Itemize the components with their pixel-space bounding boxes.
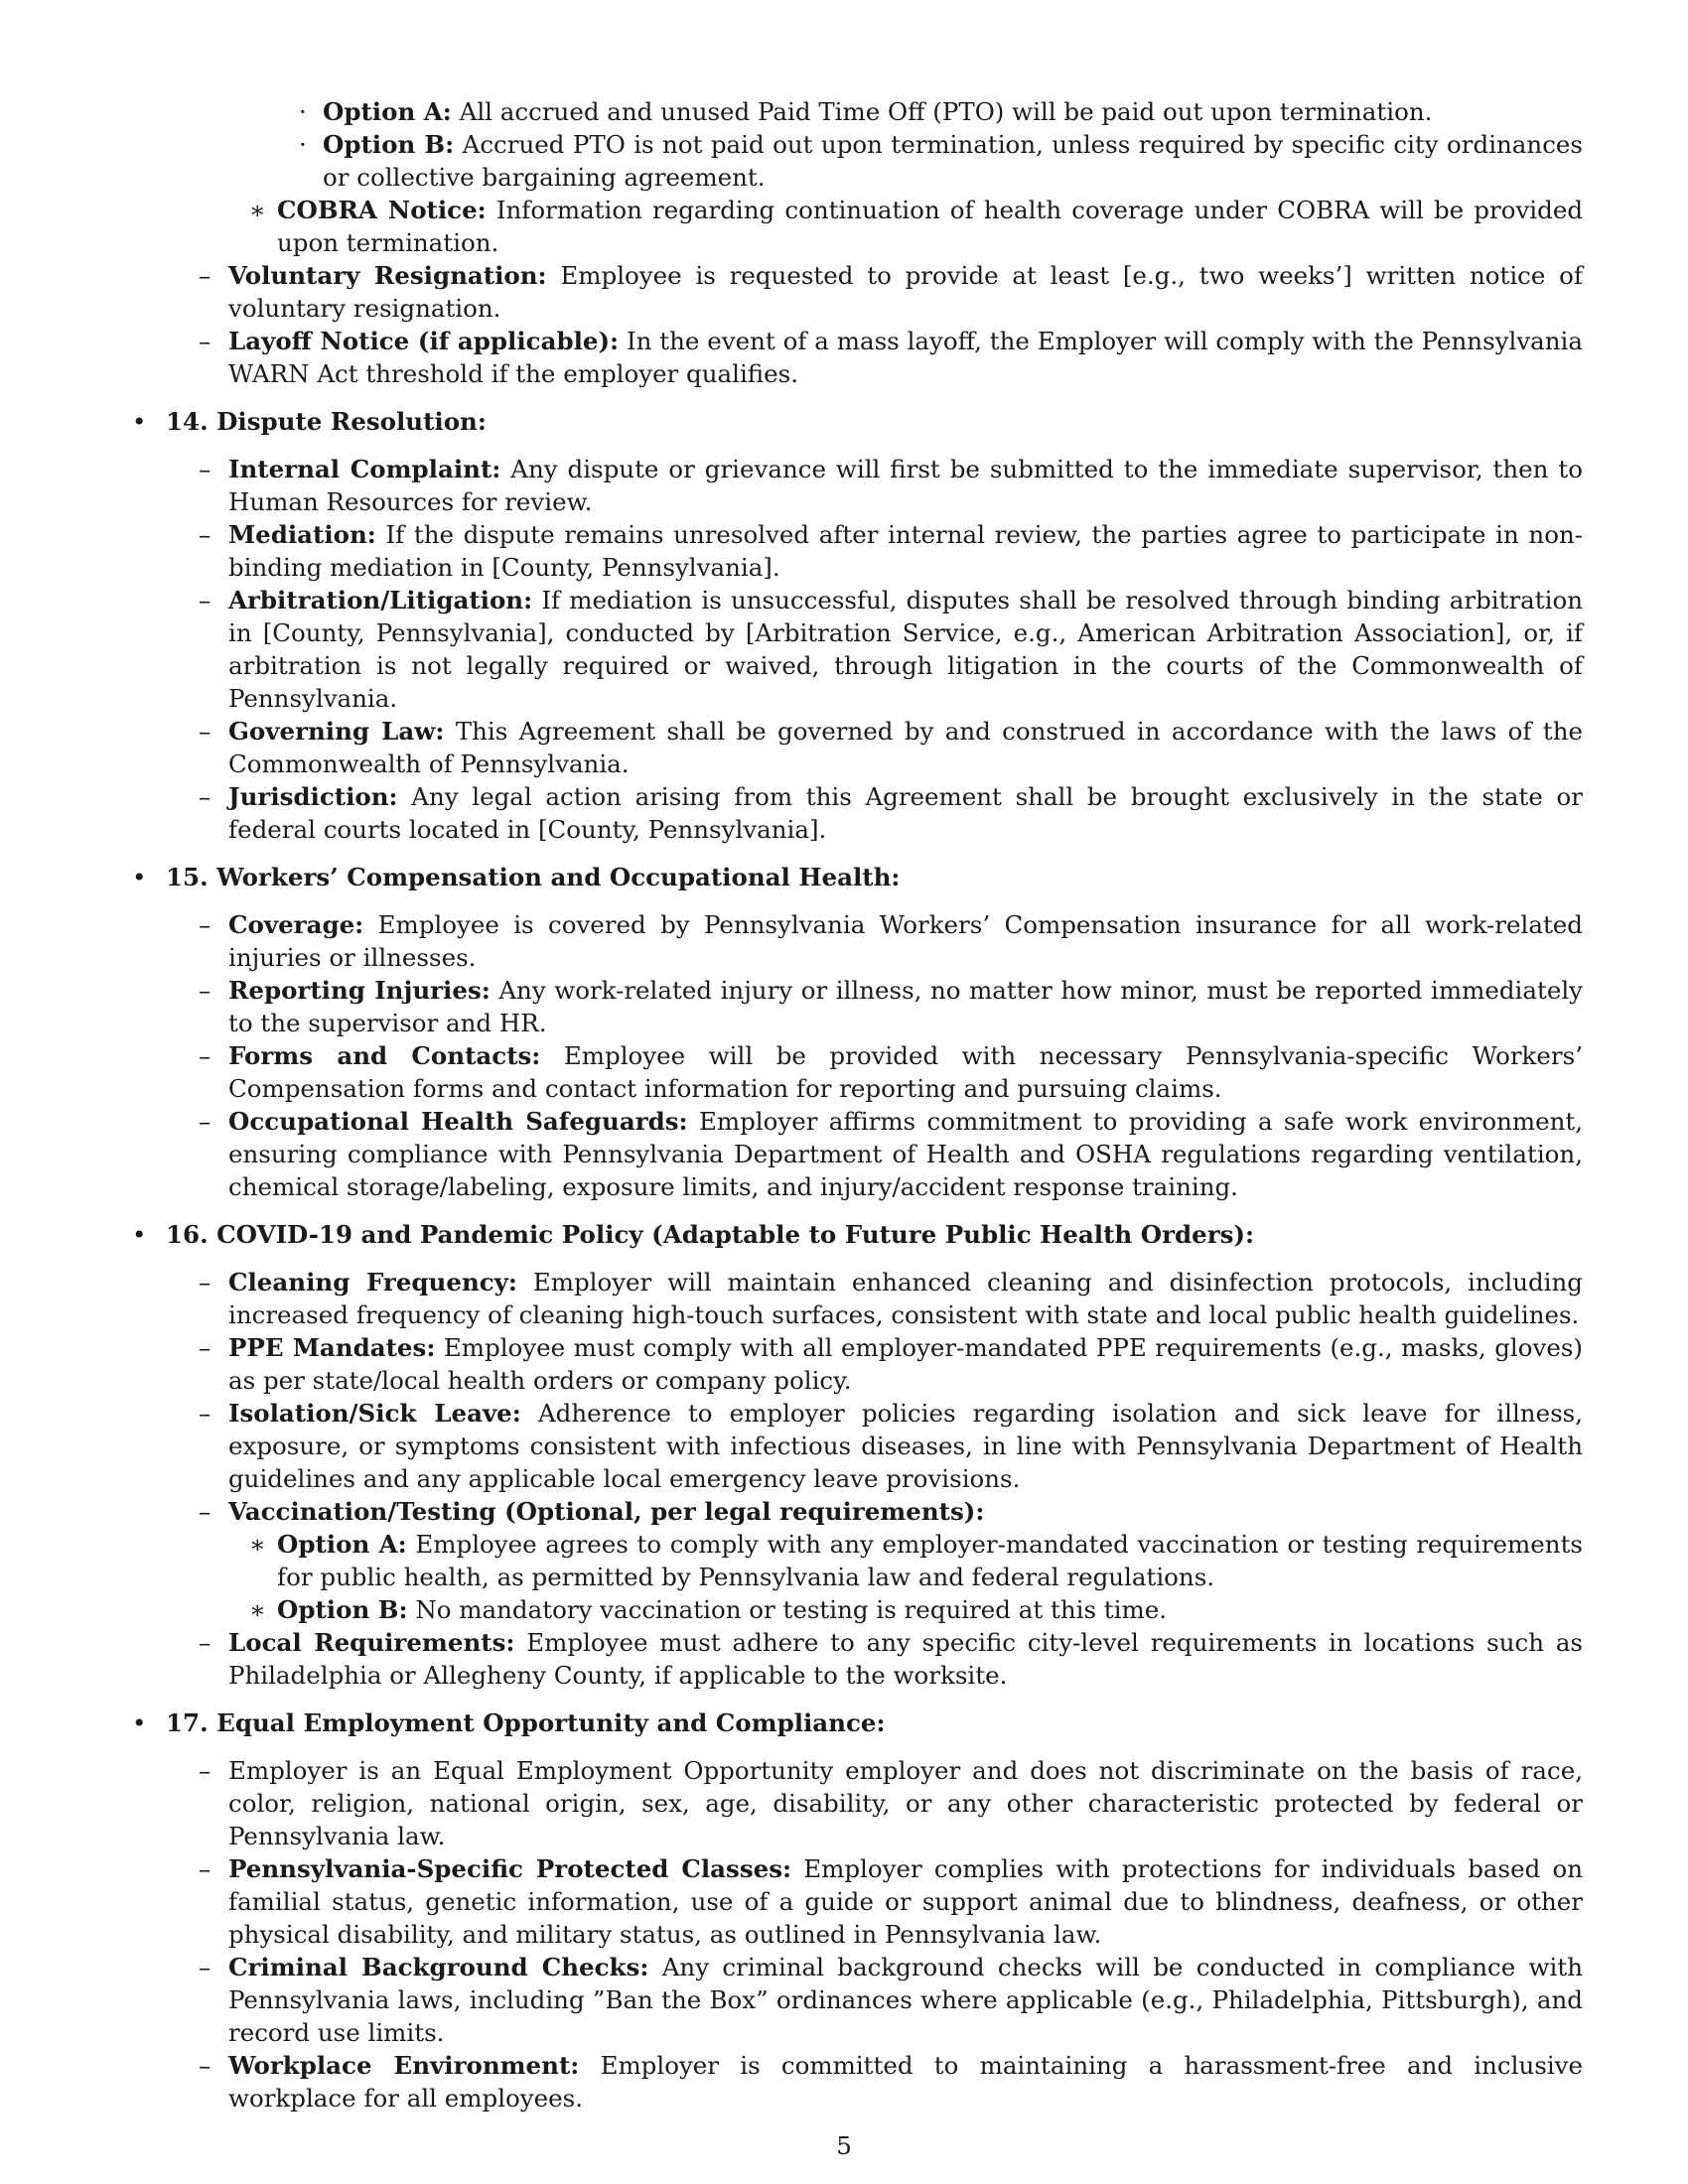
item-label: Reporting Injuries: [228, 976, 491, 1005]
dot-marker: · [299, 130, 307, 159]
dash-marker: – [199, 2051, 211, 2080]
s16-item-1 [199, 1266, 1583, 1331]
dot-marker: · [299, 97, 307, 126]
bullet-marker: • [132, 407, 147, 436]
item-text: Employee must adhere to any specific city-level requirements in locations such as Philadelphia or Allegheny County, if applicable to the worksite. [228, 1628, 1583, 1690]
section-15-heading [132, 861, 1583, 893]
star-marker: ∗ [249, 196, 266, 224]
item-label: Cleaning Frequency: [228, 1268, 517, 1297]
dash-marker: – [199, 910, 211, 939]
s14-item-1 [199, 453, 1584, 518]
item-text: Employer is an Equal Employment Opportunity employer and does not discriminate on the basis of race, color, religion, national origin, sex, age, disability, or any other characteristic protected by federal or Pennsylvania law. [228, 1756, 1583, 1850]
pto-option-a [299, 95, 1583, 128]
item-text: Any work-related injury or illness, no matter how minor, must be reported immediately to the supervisor and HR. [228, 976, 1583, 1037]
option-text: Employee agrees to comply with any employer-mandated vaccination or testing requirements for public health, as permitted by Pennsylvania law and federal regulations. [277, 1530, 1583, 1591]
item-label: PPE Mandates: [228, 1333, 436, 1362]
item-label: Workplace Environment: [228, 2051, 580, 2080]
section-title: 17. Equal Employment Opportunity and Compliance: [166, 1708, 886, 1737]
item-text: Employer complies with protections for individuals based on familial status, genetic information, use of a guide or support animal due to blindness, deafness, or other physical disability, and military status, as outlined in Pennsylvania law. [228, 1854, 1583, 1949]
option-label: Option B: [277, 1595, 408, 1624]
dash-marker: – [199, 455, 211, 483]
item-text: Employee will be provided with necessary Pennsylvania-specific Workers’ Compensation forms and contact information for reporting and pursuing claims. [228, 1041, 1583, 1103]
dash-marker: – [199, 1268, 211, 1297]
document-page [132, 95, 1583, 2115]
item-text: If the dispute remains unresolved after internal review, the parties agree to participate in non-binding mediation in [County, Pennsylvania]. [228, 520, 1583, 582]
item-label: Isolation/Sick Leave: [228, 1399, 521, 1428]
s16-local-requirements [199, 1626, 1583, 1692]
dash-marker: – [199, 1399, 211, 1428]
s16-item-2 [199, 1331, 1583, 1397]
dash-marker: – [199, 586, 211, 614]
item-text: Employee is requested to provide at least [e.g., two weeks’] written notice of voluntary resignation. [228, 261, 1583, 323]
page-number: 5 [836, 2131, 852, 2160]
option-label: Option A: [323, 97, 452, 126]
section-title: 16. COVID-19 and Pandemic Policy (Adaptable to Future Public Health Orders): [166, 1220, 1255, 1249]
s17-item-4 [199, 2049, 1583, 2115]
item-text: Employer is committed to maintaining a harassment-free and inclusive workplace for all employees. [228, 2051, 1583, 2113]
s17-item-2 [199, 1852, 1583, 1951]
s17-item-3 [199, 1951, 1583, 2049]
section-title: 14. Dispute Resolution: [166, 407, 487, 436]
item-text: Information regarding continuation of health coverage under COBRA will be provided upon termination. [277, 196, 1583, 257]
item-text: Employee must comply with all employer-mandated PPE requirements (e.g., masks, gloves) as per state/local health orders or company policy. [228, 1333, 1583, 1395]
bullet-marker: • [132, 1708, 147, 1737]
item-label: Coverage: [228, 910, 364, 939]
bullet-marker: • [132, 1220, 147, 1249]
s14-item-2 [199, 518, 1583, 584]
dash-marker: – [199, 1756, 211, 1785]
s17-item-1 [199, 1754, 1583, 1852]
section-17-heading [132, 1706, 1583, 1739]
item-label: COBRA Notice: [277, 196, 487, 224]
star-marker: ∗ [249, 1595, 266, 1624]
item-text: This Agreement shall be governed by and construed in accordance with the laws of the Commonwealth of Pennsylvania. [228, 717, 1583, 778]
s15-item-4 [199, 1105, 1583, 1203]
s16-item-3 [199, 1397, 1584, 1495]
item-label: Criminal Background Checks: [228, 1953, 649, 1981]
section-title: 15. Workers’ Compensation and Occupational Health: [166, 863, 901, 891]
item-label: Mediation: [228, 520, 376, 549]
dash-marker: – [199, 717, 211, 746]
s15-item-1 [199, 908, 1583, 974]
item-label: Pennsylvania-Specific Protected Classes: [228, 1854, 792, 1883]
s15-item-3 [199, 1039, 1583, 1105]
dash-marker: – [199, 1854, 211, 1883]
s15-item-2 [199, 974, 1583, 1039]
item-text: If mediation is unsuccessful, disputes shall be resolved through binding arbitration in [County, Pennsylvania], conducted by [Arbitration Service, e.g., American Arbitration Association], or, if arbitration is not legally required or waived, through litigation in the courts of the Commonwealth of Pennsylvania. [228, 586, 1583, 713]
dash-marker: – [199, 1953, 211, 1981]
section-16-heading [132, 1218, 1583, 1251]
dash-marker: – [199, 1497, 211, 1526]
item-text: Any legal action arising from this Agreement shall be brought exclusively in the state or federal courts located in [County, Pennsylvania]. [228, 782, 1583, 844]
item-label: Jurisdiction: [228, 782, 398, 811]
dash-marker: – [199, 1107, 211, 1136]
item-label: Internal Complaint: [228, 455, 501, 483]
option-text: No mandatory vaccination or testing is required at this time. [407, 1595, 1168, 1624]
vaccination-option-b [249, 1593, 1583, 1626]
s14-item-4 [199, 715, 1583, 780]
item-label: Forms and Contacts: [228, 1041, 541, 1070]
star-marker: ∗ [249, 1530, 266, 1559]
item-text: Any dispute or grievance will first be submitted to the immediate supervisor, then to Human Resources for review. [228, 455, 1584, 516]
item-label: Local Requirements: [228, 1628, 515, 1657]
item-label: Layoff Notice (if applicable): [228, 327, 620, 355]
item-text: Any criminal background checks will be conducted in compliance with Pennsylvania laws, including ”Ban the Box” ordinances where applicable (e.g., Philadelphia, Pittsburgh), and record use limits. [228, 1953, 1583, 2047]
dash-marker: – [199, 1041, 211, 1070]
s16-item-4 [199, 1495, 1583, 1528]
item-text: Employee is covered by Pennsylvania Workers’ Compensation insurance for all work-related injuries or illnesses. [228, 910, 1583, 972]
item-text: Employer affirms commitment to providing a safe work environment, ensuring compliance with Pennsylvania Department of Health and OSHA regulations regarding ventilation, chemical storage/labeling, exposure limits, and injury/accident response training. [228, 1107, 1583, 1201]
layoff-notice [199, 325, 1583, 390]
item-label: Vaccination/Testing (Optional, per legal requirements): [228, 1497, 985, 1526]
voluntary-resignation [199, 259, 1583, 325]
dash-marker: – [199, 976, 211, 1005]
option-label: Option A: [277, 1530, 407, 1559]
item-text: In the event of a mass layoff, the Employer will comply with the Pennsylvania WARN Act threshold if the employer qualifies. [228, 327, 1583, 388]
section-14-heading [132, 405, 1583, 438]
item-label: Governing Law: [228, 717, 445, 746]
s14-item-3 [199, 584, 1583, 715]
dash-marker: – [199, 261, 211, 290]
option-text: All accrued and unused Paid Time Off (PTO) will be paid out upon termination. [451, 97, 1433, 126]
dash-marker: – [199, 1333, 211, 1362]
bullet-marker: • [132, 863, 147, 891]
option-text: Accrued PTO is not paid out upon termination, unless required by specific city ordinances or collective bargaining agreement. [323, 130, 1583, 192]
dash-marker: – [199, 782, 211, 811]
dash-marker: – [199, 327, 211, 355]
item-label: Occupational Health Safeguards: [228, 1107, 688, 1136]
item-text: Employer will maintain enhanced cleaning and disinfection protocols, including increased frequency of cleaning high-touch surfaces, consistent with state and local public health guidelines. [228, 1268, 1583, 1329]
dash-marker: – [199, 1628, 211, 1657]
option-label: Option B: [323, 130, 455, 159]
item-label: Voluntary Resignation: [228, 261, 547, 290]
dash-marker: – [199, 520, 211, 549]
item-label: Arbitration/Litigation: [228, 586, 533, 614]
vaccination-option-a [249, 1528, 1583, 1593]
item-text: Adherence to employer policies regarding isolation and sick leave for illness, exposure, or symptoms consistent with infectious diseases, in line with Pennsylvania Department of Health guidelines and any applicable local emergency leave provisions. [228, 1399, 1584, 1493]
cobra-notice [249, 194, 1583, 259]
pto-option-b [299, 128, 1583, 194]
s14-item-5 [199, 780, 1583, 846]
